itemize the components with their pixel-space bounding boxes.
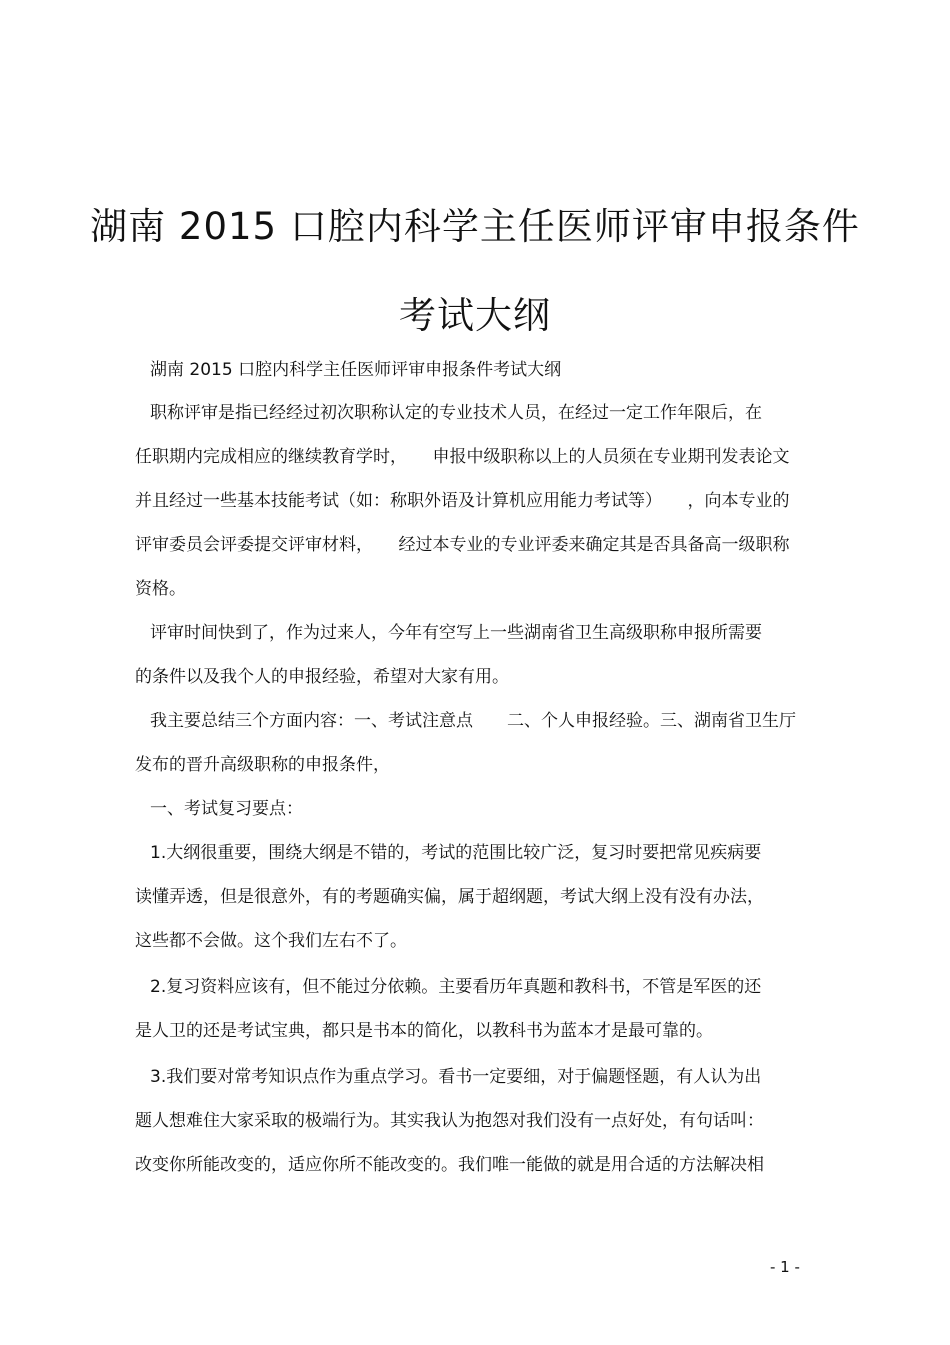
paragraph-line: 这些都不会做。这个我们左右不了。 (135, 931, 407, 951)
document-title-line-1: 湖南 2015 口腔内科学主任医师评审申报条件 (90, 205, 860, 248)
paragraph-line: 发布的晋升高级职称的申报条件， (135, 755, 390, 775)
paragraph-line: 评审时间快到了，作为过来人，今年有空写上一些湖南省卫生高级职称申报所需要 (150, 623, 762, 643)
paragraph-line: 改变你所能改变的，适应你所不能改变的。我们唯一能做的就是用合适的方法解决相 (135, 1155, 764, 1175)
paragraph-line: 资格。 (135, 579, 186, 599)
paragraph-line: 1.大纲很重要，围绕大纲是不错的，考试的范围比较广泛，复习时要把常见疾病要 (150, 843, 762, 863)
subtitle-line: 湖南 2015 口腔内科学主任医师评审申报条件考试大纲 (150, 360, 562, 380)
section-heading: 一、考试复习要点： (150, 799, 303, 819)
paragraph-line: 读懂弄透，但是很意外，有的考题确实偏，属于超纲题，考试大纲上没有没有办法， (135, 887, 764, 907)
paragraph-line: 3.我们要对常考知识点作为重点学习。看书一定要细，对于偏题怪题，有人认为出 (150, 1067, 762, 1087)
paragraph-line: 评审委员会评委提交评审材料， 经过本专业的专业评委来确定其是否具备高一级职称 (135, 535, 790, 555)
page-number: - 1 - (770, 1258, 800, 1276)
paragraph-line: 题人想难住大家采取的极端行为。其实我认为抱怨对我们没有一点好处，有句话叫： (135, 1111, 764, 1131)
paragraph-line: 的条件以及我个人的申报经验，希望对大家有用。 (135, 667, 509, 687)
paragraph-line: 是人卫的还是考试宝典，都只是书本的简化，以教科书为蓝本才是最可靠的。 (135, 1021, 713, 1041)
document-title-line-2: 考试大纲 (399, 294, 551, 337)
paragraph-line: 并且经过一些基本技能考试（如：称职外语及计算机应用能力考试等） ，向本专业的 (135, 491, 790, 511)
paragraph-line: 职称评审是指已经经过初次职称认定的专业技术人员，在经过一定工作年限后，在 (150, 403, 762, 423)
paragraph-line: 我主要总结三个方面内容：一、考试注意点 二、个人申报经验。三、湖南省卫生厅 (150, 711, 796, 731)
paragraph-line: 任职期内完成相应的继续教育学时， 申报中级职称以上的人员须在专业期刊发表论文 (135, 447, 790, 467)
paragraph-line: 2.复习资料应该有，但不能过分依赖。主要看历年真题和教科书，不管是军医的还 (150, 977, 762, 997)
